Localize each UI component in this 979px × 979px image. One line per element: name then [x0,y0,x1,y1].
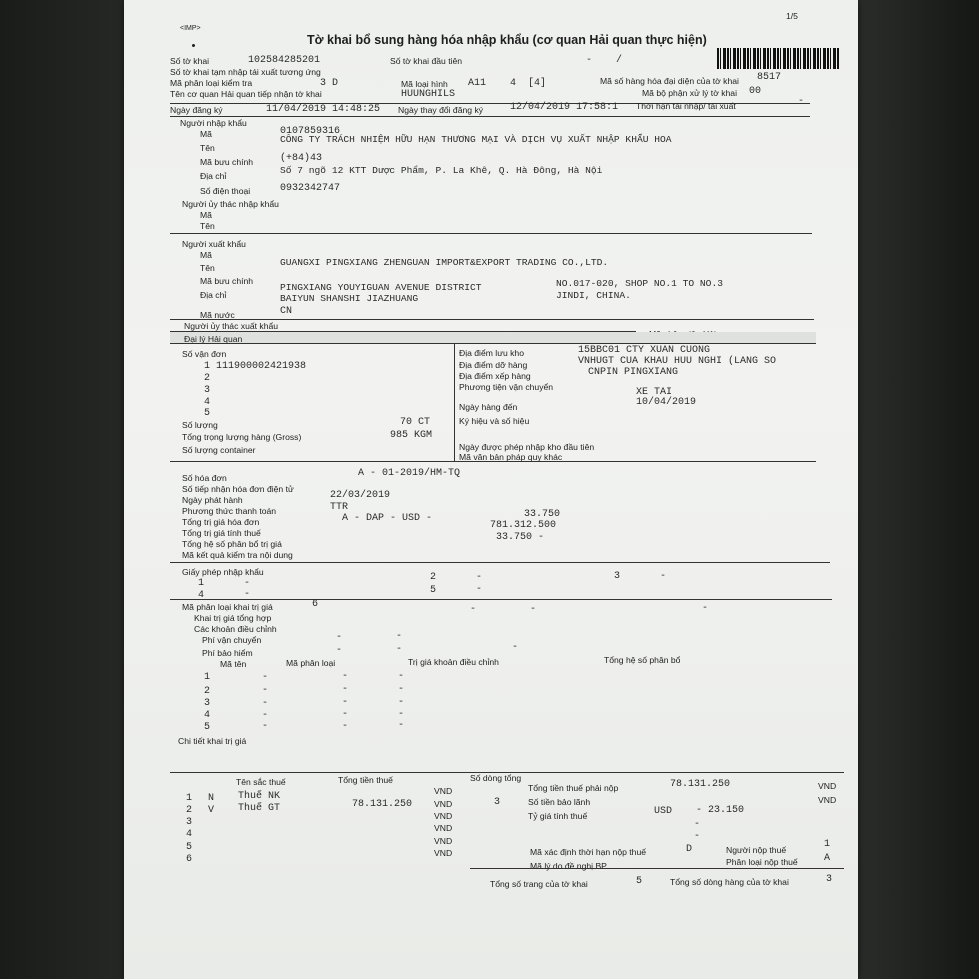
so-tiep-nhan-label: Số tiếp nhận hóa đơn điện tử [182,484,294,494]
page-title: Tờ khai bổ sung hàng hóa nhập khẩu (cơ quan Hải quan thực hiện) [307,33,707,47]
uy-thac-xuat-khau-label: Người ủy thác xuất khẩu [184,321,279,331]
tax-row-no: 1 [186,793,193,804]
ty-gia-currency: USD [654,806,673,817]
ngay-phat-hanh-label: Ngày phát hành [182,495,243,505]
dai-ly-band [170,332,816,343]
page-indicator: 1/5 [786,11,798,21]
column-divider [454,343,455,461]
importer-ten-value: CÔNG TY TRÁCH NHIỆM HỮU HẠN THƯƠNG MẠI VÀ DỊCH VỤ XUẤT NHẬP KHẨU HOA [280,134,672,145]
van-don-row-4: 4 [204,397,211,408]
ky-hieu-label: Ký hiệu và số hiệu [459,416,530,426]
dash: - [336,632,343,643]
tong-he-so-value: 33.750 - [496,532,545,543]
giay-phep-label: Giấy phép nhập khẩu [182,567,264,577]
valuation-row-no: 4 [204,710,211,721]
tax-row-currency: VND [434,811,453,821]
exporter-ma-nuoc-value: CN [280,306,293,317]
so-hoa-don-value: A - 01-2019/HM-TQ [358,468,461,479]
ma-phan-loai-khai-tri-gia-value: 6 [312,599,319,610]
container-label: Số lượng container [182,445,256,455]
tong-so-dong-label: Tổng số dòng hàng của tờ khai [670,877,789,887]
tax-row-name: Thuế GT [238,803,281,814]
tax-row-amount: 78.131.250 [352,799,413,810]
rule [470,868,844,869]
dash: - [398,684,405,695]
permit-value-1: - [244,578,251,589]
so-van-don-label: Số vận đơn [182,349,227,359]
dai-ly-label: Đại lý Hải quan [184,334,243,344]
tong-tri-gia-hd-value: 33.750 [524,509,561,520]
ma-van-ban-label: Mã văn bản pháp quy khác [459,452,563,462]
dash: - [694,819,701,830]
permit-no-5: 5 [430,585,437,596]
col-ma-ten: Mã tên [220,659,247,669]
dash: - [342,671,349,682]
exporter-section-label: Người xuất khẩu [182,239,246,249]
tam-nhap-label: Số tờ khai tạm nhập tái xuất tương ứng [170,67,321,77]
nguoi-nop-value: 1 [824,839,831,850]
dash: - [512,642,519,653]
dash: - [398,709,405,720]
col-tong-tien-thue: Tổng tiền thuế [338,775,393,785]
do-hang-value: VNHUGT CUA KHAU HUU NGHI (LANG SO [578,356,777,367]
van-don-row-1: 1 111900002421938 [204,361,307,372]
phi-van-chuyen-label: Phí vận chuyển [202,635,262,645]
permit-value-2: - [476,572,483,583]
tax-row-lines: 3 [494,797,501,808]
dash: - [342,721,349,732]
tax-row-currency: VND [434,799,453,809]
phi-bao-hiem-label: Phí bảo hiểm [202,648,253,658]
dash: - [262,710,269,721]
ma-loai-hinh-value: A11 4 [4] [468,78,547,89]
ma-xac-dinh-value: D [686,844,693,855]
importer-ma-value: 0107859316 [280,126,341,137]
col-tri-gia: Trị giá khoản điều chỉnh [408,657,499,667]
ma-phan-loai-kiem-tra-value: 3 D [320,78,339,89]
ma-so-hang-hoa-label: Mã số hàng hóa đại diện của tờ khai [600,76,739,86]
so-luong-label: Số lượng [182,420,218,430]
valuation-row-no: 1 [204,672,211,683]
tax-row-no: 2 [186,805,193,816]
tong-so-trang-label: Tổng số trang của tờ khai [490,879,588,889]
exporter-ma-label: Mã [200,250,212,260]
ma-so-hang-hoa-value: 8517 [757,72,782,83]
bullet-dot [192,44,195,47]
tong-tri-gia-hd-label: Tổng trị giá hóa đơn [182,517,260,527]
tax-row-code: V [208,805,215,816]
thoi-han-value: - [798,96,805,107]
phan-loai-nop-label: Phân loại nộp thuế [726,857,798,867]
dash: - [702,603,709,614]
rule [170,599,832,600]
exporter-dia-chi-line4: JINDI, CHINA. [556,290,631,301]
exporter-ma-nuoc-label: Mã nước [200,310,235,320]
exporter-dia-chi-line3: NO.017-020, SHOP NO.1 TO NO.3 [556,278,723,289]
rule [170,319,814,320]
ngay-hang-den-value: 10/04/2019 [636,397,697,408]
permit-value-5: - [476,584,483,595]
exporter-ten-label: Tên [200,263,215,273]
so-tien-bao-lanh-currency: VND [818,795,837,805]
tax-row-code: N [208,793,215,804]
dash: - [398,697,405,708]
imp-tag: <IMP> [180,25,201,32]
tong-so-trang-value: 5 [636,876,643,887]
background-left [0,0,124,979]
importer-ten-label: Tên [200,143,215,153]
dash: - [530,604,537,615]
ngay-dang-ky-value: 11/04/2019 14:48:25 [266,104,381,115]
tong-tri-gia-tt-label: Tổng trị giá tính thuế [182,528,261,538]
importer-phone-label: Số điện thoại [200,186,251,196]
exporter-dia-chi-line1: PINGXIANG YOUYIGUAN AVENUE DISTRICT [280,282,482,293]
so-to-khai-value: 102584285201 [248,55,321,66]
trong-luong-label: Tổng trọng lượng hàng (Gross) [182,432,302,442]
dash: - [262,721,269,732]
tax-row-no: 4 [186,829,193,840]
ma-phan-loai-kiem-tra-label: Mã phân loại kiểm tra [170,78,253,88]
dash: - [342,709,349,720]
tong-phai-nop-value: 78.131.250 [670,779,731,790]
col-tong-he-so: Tổng hệ số phân bổ [604,655,681,665]
ngay-duoc-phep-label: Ngày được phép nhập kho đầu tiên [459,442,595,452]
so-tien-bao-lanh-label: Số tiền bảo lãnh [528,797,591,807]
rule [170,233,812,234]
khai-tong-hop-label: Khai trị giá tổng hợp [194,613,272,623]
importer-phone-value: 0932342747 [280,183,341,194]
luu-kho-label: Địa điểm lưu kho [459,348,524,358]
exporter-dia-chi-label: Địa chỉ [200,290,227,300]
rule [170,461,816,462]
tong-phai-nop-currency: VND [818,781,837,791]
xep-hang-label: Địa điểm xếp hàng [459,371,531,381]
dash: - [262,672,269,683]
exporter-dia-chi-line2: BAIYUN SHANSHI JIAZHUANG [280,293,419,304]
ty-gia-label: Tỷ giá tính thuế [528,811,588,821]
exporter-ma-buu-chinh-label: Mã bưu chính [200,276,254,286]
nguoi-nop-label: Người nộp thuế [726,845,787,855]
van-don-row-3: 3 [204,385,211,396]
ma-ket-qua-label: Mã kết quả kiểm tra nội dung [182,550,293,560]
dash: - [262,698,269,709]
so-to-khai-dau-tien-value: - / [586,55,623,66]
dash: - [262,685,269,696]
dash: - [694,831,701,842]
ma-xac-dinh-label: Mã xác định thời hạn nộp thuế [530,847,646,857]
importer-ma-buu-chinh-value: (+84)43 [280,153,323,164]
so-luong-value: 70 CT [400,417,431,428]
phuong-tien-label: Phương tiện vận chuyển [459,382,554,392]
thoi-han-label: Thời hạn tái nhập/ tái xuất [636,101,736,111]
trong-luong-value: 985 KGM [390,430,433,441]
so-to-khai-dau-tien-label: Số tờ khai đầu tiên [390,56,463,66]
ngay-dang-ky-label: Ngày đăng ký [170,105,223,115]
permit-value-3: - [660,571,667,582]
tong-tri-gia-hd-prefix: A - DAP - USD - [342,513,433,524]
phuong-thuc-label: Phương thức thanh toán [182,506,277,516]
dash: - [398,720,405,731]
permit-no-3: 3 [614,571,621,582]
exporter-ten-value: GUANGXI PINGXIANG ZHENGUAN IMPORT&EXPORT TRADING CO.,LTD. [280,257,609,268]
dash: - [470,604,477,615]
col-ten-sac-thue: Tên sắc thuế [236,777,286,787]
col-ma-phan-loai: Mã phân loại [286,658,336,668]
so-hoa-don-label: Số hóa đơn [182,473,227,483]
uy-thac-ten-label: Tên [200,221,215,231]
ty-gia-value: - 23.150 [696,805,745,816]
importer-ma-buu-chinh-label: Mã bưu chính [200,157,254,167]
dash: - [396,631,403,642]
tax-row-name: Thuế NK [238,791,281,802]
van-don-row-2: 2 [204,373,211,384]
rule [170,116,810,117]
tong-phai-nop-label: Tổng tiền thuế phải nộp [528,783,619,793]
ngay-thay-doi-label: Ngày thay đổi đăng ký [398,105,484,115]
ma-ly-do-label: Mã lý do đề nghị BP [530,861,607,871]
do-hang-label: Địa điểm dỡ hàng [459,360,528,370]
col-so-dong: Số dòng tổng [470,773,522,783]
background-right [858,0,979,979]
luu-kho-value: 15BBC01 CTY XUAN CUONG [578,345,711,356]
tax-row-currency: VND [434,823,453,833]
valuation-row-no: 2 [204,686,211,697]
phuong-thuc-value: TTR [330,502,349,513]
ma-phan-loai-khai-tri-gia-label: Mã phân loại khai trị giá [182,602,273,612]
importer-dia-chi-label: Địa chỉ [200,171,227,181]
barcode [717,48,839,69]
xep-hang-value: CNPIN PINGXIANG [588,367,679,378]
declaration-sheet [124,0,858,979]
cac-khoan-label: Các khoản điều chỉnh [194,624,277,634]
permit-no-1: 1 [198,578,205,589]
phan-loai-nop-value: A [824,853,831,864]
permit-no-2: 2 [430,572,437,583]
importer-ma-label: Mã [200,129,212,139]
tax-row-no: 3 [186,817,193,828]
permit-no-4: 4 [198,590,205,601]
dash: - [396,644,403,655]
importer-dia-chi-value: Số 7 ngõ 12 KTT Dược Phẩm, P. La Khê, Q. Hà Đông, Hà Nội [280,165,603,176]
ngay-thay-doi-value: 12/04/2019 17:58:1 [510,102,619,113]
ma-bo-phan-value: 00 [749,86,762,97]
ngay-hang-den-label: Ngày hàng đến [459,402,518,412]
tong-tri-gia-tt-value: 781.312.500 [490,520,557,531]
permit-value-4: - [244,589,251,600]
ma-bo-phan-label: Mã bộ phận xử lý tờ khai [642,88,737,98]
uy-thac-nhap-khau-label: Người ủy thác nhập khẩu [182,199,279,209]
chi-tiet-khai-tri-gia-label: Chi tiết khai trị giá [178,736,247,746]
tong-he-so-label: Tổng hệ số phân bổ trị giá [182,539,282,549]
rule [170,562,830,563]
ngay-phat-hanh-value: 22/03/2019 [330,490,391,501]
ma-loai-hinh-label: Mã loại hình [401,79,448,89]
importer-section-label: Người nhập khẩu [180,118,247,128]
van-don-row-5: 5 [204,408,211,419]
so-to-khai-label: Số tờ khai [170,56,210,66]
ten-co-quan-label: Tên cơ quan Hải quan tiếp nhận tờ khai [170,89,322,99]
tax-row-no: 5 [186,842,193,853]
ten-co-quan-value: HUUNGHILS [401,89,456,100]
tax-row-currency: VND [434,848,453,858]
tax-row-no: 6 [186,854,193,865]
dash: - [342,684,349,695]
tong-so-dong-value: 3 [826,874,833,885]
tax-row-currency: VND [434,836,453,846]
dash: - [336,645,343,656]
valuation-row-no: 5 [204,722,211,733]
dash: - [342,697,349,708]
tax-row-currency: VND [434,786,453,796]
valuation-row-no: 3 [204,698,211,709]
phuong-tien-value: XE TAI [636,387,673,398]
dash: - [398,671,405,682]
uy-thac-ma-label: Mã [200,210,212,220]
rule [170,343,816,344]
